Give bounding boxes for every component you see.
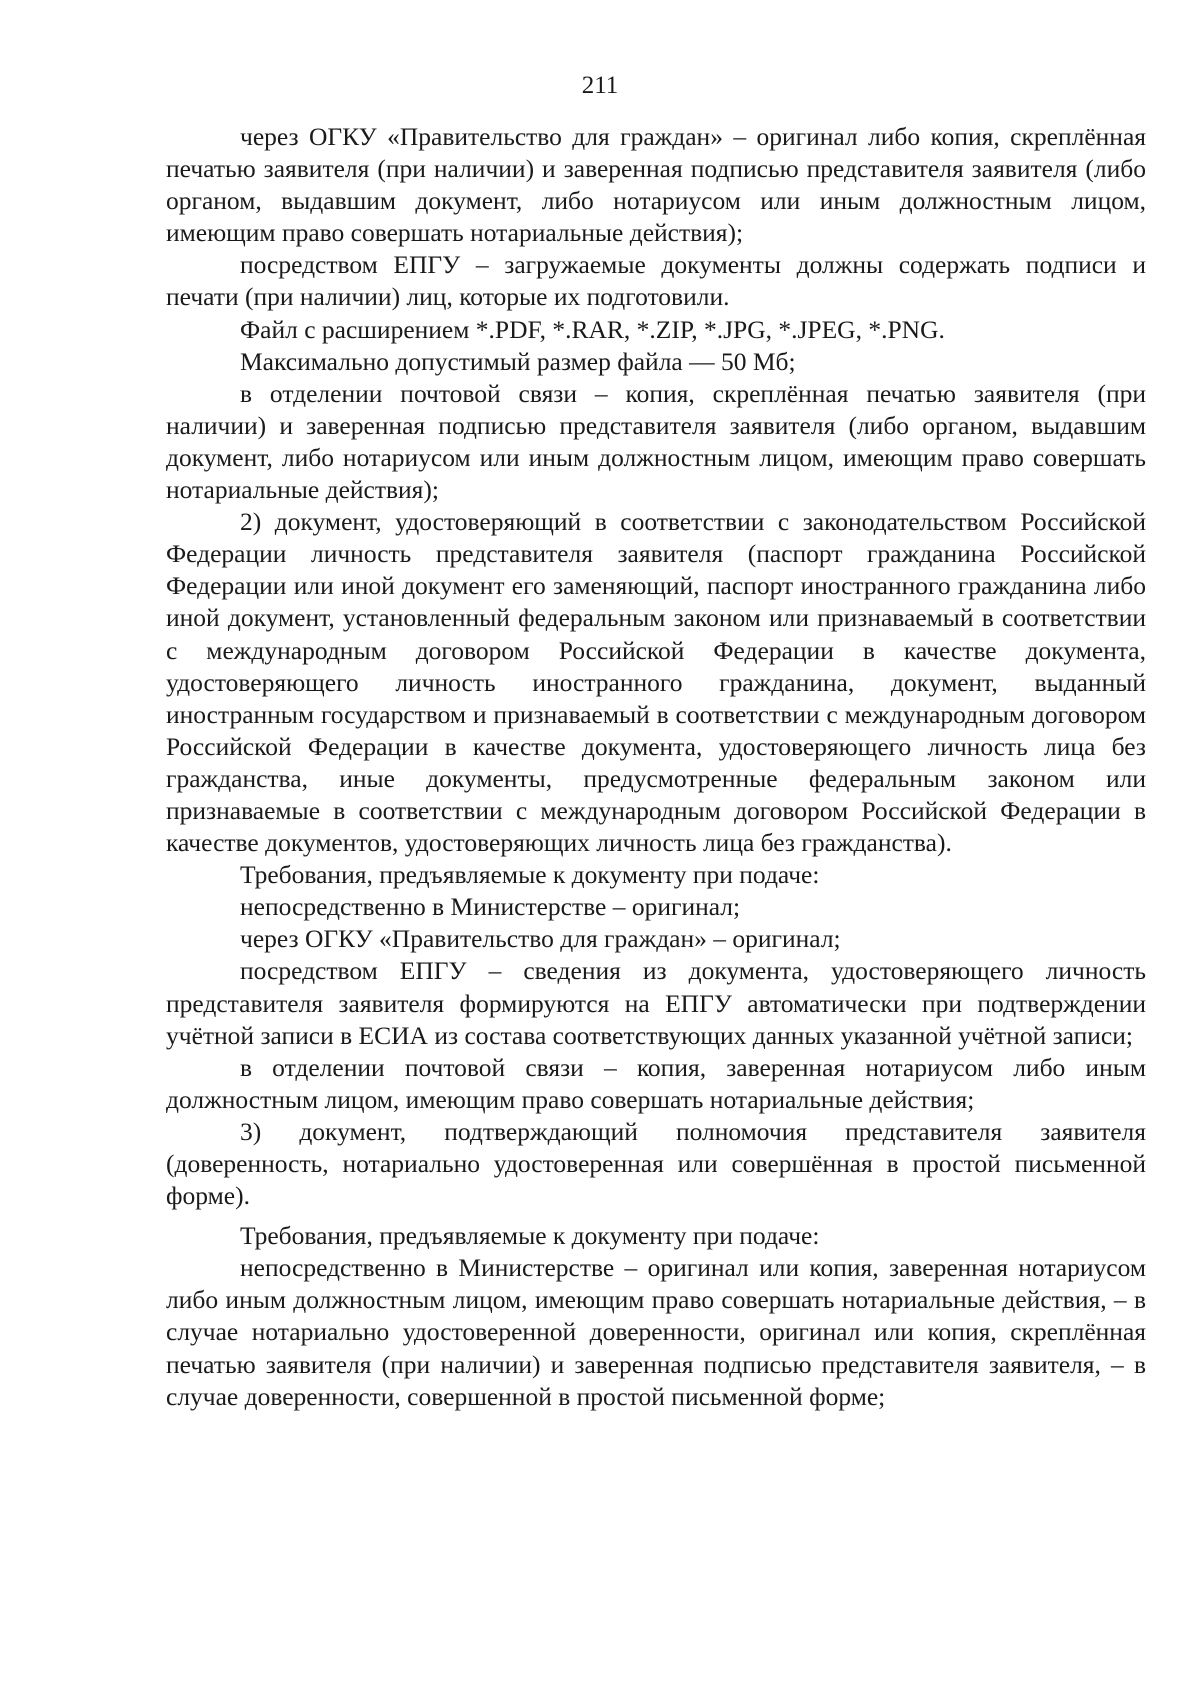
- paragraph: непосредственно в Министерстве – оригинал;: [240, 892, 741, 922]
- page-number: 211: [581, 72, 619, 99]
- paragraph: в отделении почтовой связи – копия, скреплённая печатью заявителя (при наличии) и заверенная подписью представителя заявителя (либо органом, выдавшим документ, либо нотариусом или иным должностным лицом, имеющим право совершать нотариальные действия);: [166, 378, 1146, 505]
- paragraph: посредством ЕПГУ – сведения из документа, удостоверяющего личность представителя заявителя формируются на ЕПГУ автоматически при подтверждении учётной записи в ЕСИА из состава соответствующих данных указанной учётной записи;: [166, 956, 1146, 1050]
- paragraph: Требования, предъявляемые к документу при подаче:: [240, 1221, 820, 1251]
- paragraph: Максимально допустимый размер файла — 50 Мб;: [240, 346, 796, 376]
- paragraph: посредством ЕПГУ – загружаемые документы должны содержать подписи и печати (при наличии) лиц, которые их подготовили.: [166, 250, 1146, 312]
- paragraph: через ОГКУ «Правительство для граждан» – оригинал либо копия, скреплённая печатью заявителя (при наличии) и заверенная подписью представителя заявителя (либо органом, выдавшим документ, либо нотариусом или иным должностным лицом, имеющим право совершать нотариальные действия);: [166, 122, 1146, 248]
- paragraph: в отделении почтовой связи – копия, заверенная нотариусом либо иным должностным лицом, имеющим право совершать нотариальные действия;: [166, 1052, 1146, 1114]
- paragraph: Требования, предъявляемые к документу при подаче:: [240, 860, 820, 890]
- paragraph: 2) документ, удостоверяющий в соответствии с законодательством Российской Федерации личность представителя заявителя (паспорт гражданина Российской Федерации или иной документ его заменяющий, паспорт иностранного гражданина либо иной документ, установленный федеральным законом или признаваемый в соответствии с международным договором Российской Федерации в качестве документа, удостоверяющего личность иностранного гражданина, документ, выданный иностранным государством и признаваемый в соответствии с международным договором Российской Федерации в качестве документа, удостоверяющего личность лица без гражданства, иные документы, предусмотренные федеральным законом или признаваемые в соответствии с международным договором Российской Федерации в качестве документов, удостоверяющих личность лица без гражданства).: [166, 507, 1146, 858]
- document-body: [166, 121, 1146, 1413]
- paragraph: непосредственно в Министерстве – оригинал или копия, заверенная нотариусом либо иным должностным лицом, имеющим право совершать нотариальные действия, – в случае нотариально удостоверенной доверенности, оригинал или копия, скреплённая печатью заявителя (при наличии) и заверенная подписью представителя заявителя, – в случае доверенности, совершенной в простой письменной форме;: [166, 1253, 1146, 1411]
- paragraph: Файл с расширением *.PDF, *.RAR, *.ZIP, *.JPG, *.JPEG, *.PNG.: [240, 314, 945, 344]
- paragraph: 3) документ, подтверждающий полномочия представителя заявителя (доверенность, нотариально удостоверенная или совершённая в простой письменной форме).: [166, 1116, 1146, 1211]
- paragraph: через ОГКУ «Правительство для граждан» – оригинал;: [240, 924, 841, 954]
